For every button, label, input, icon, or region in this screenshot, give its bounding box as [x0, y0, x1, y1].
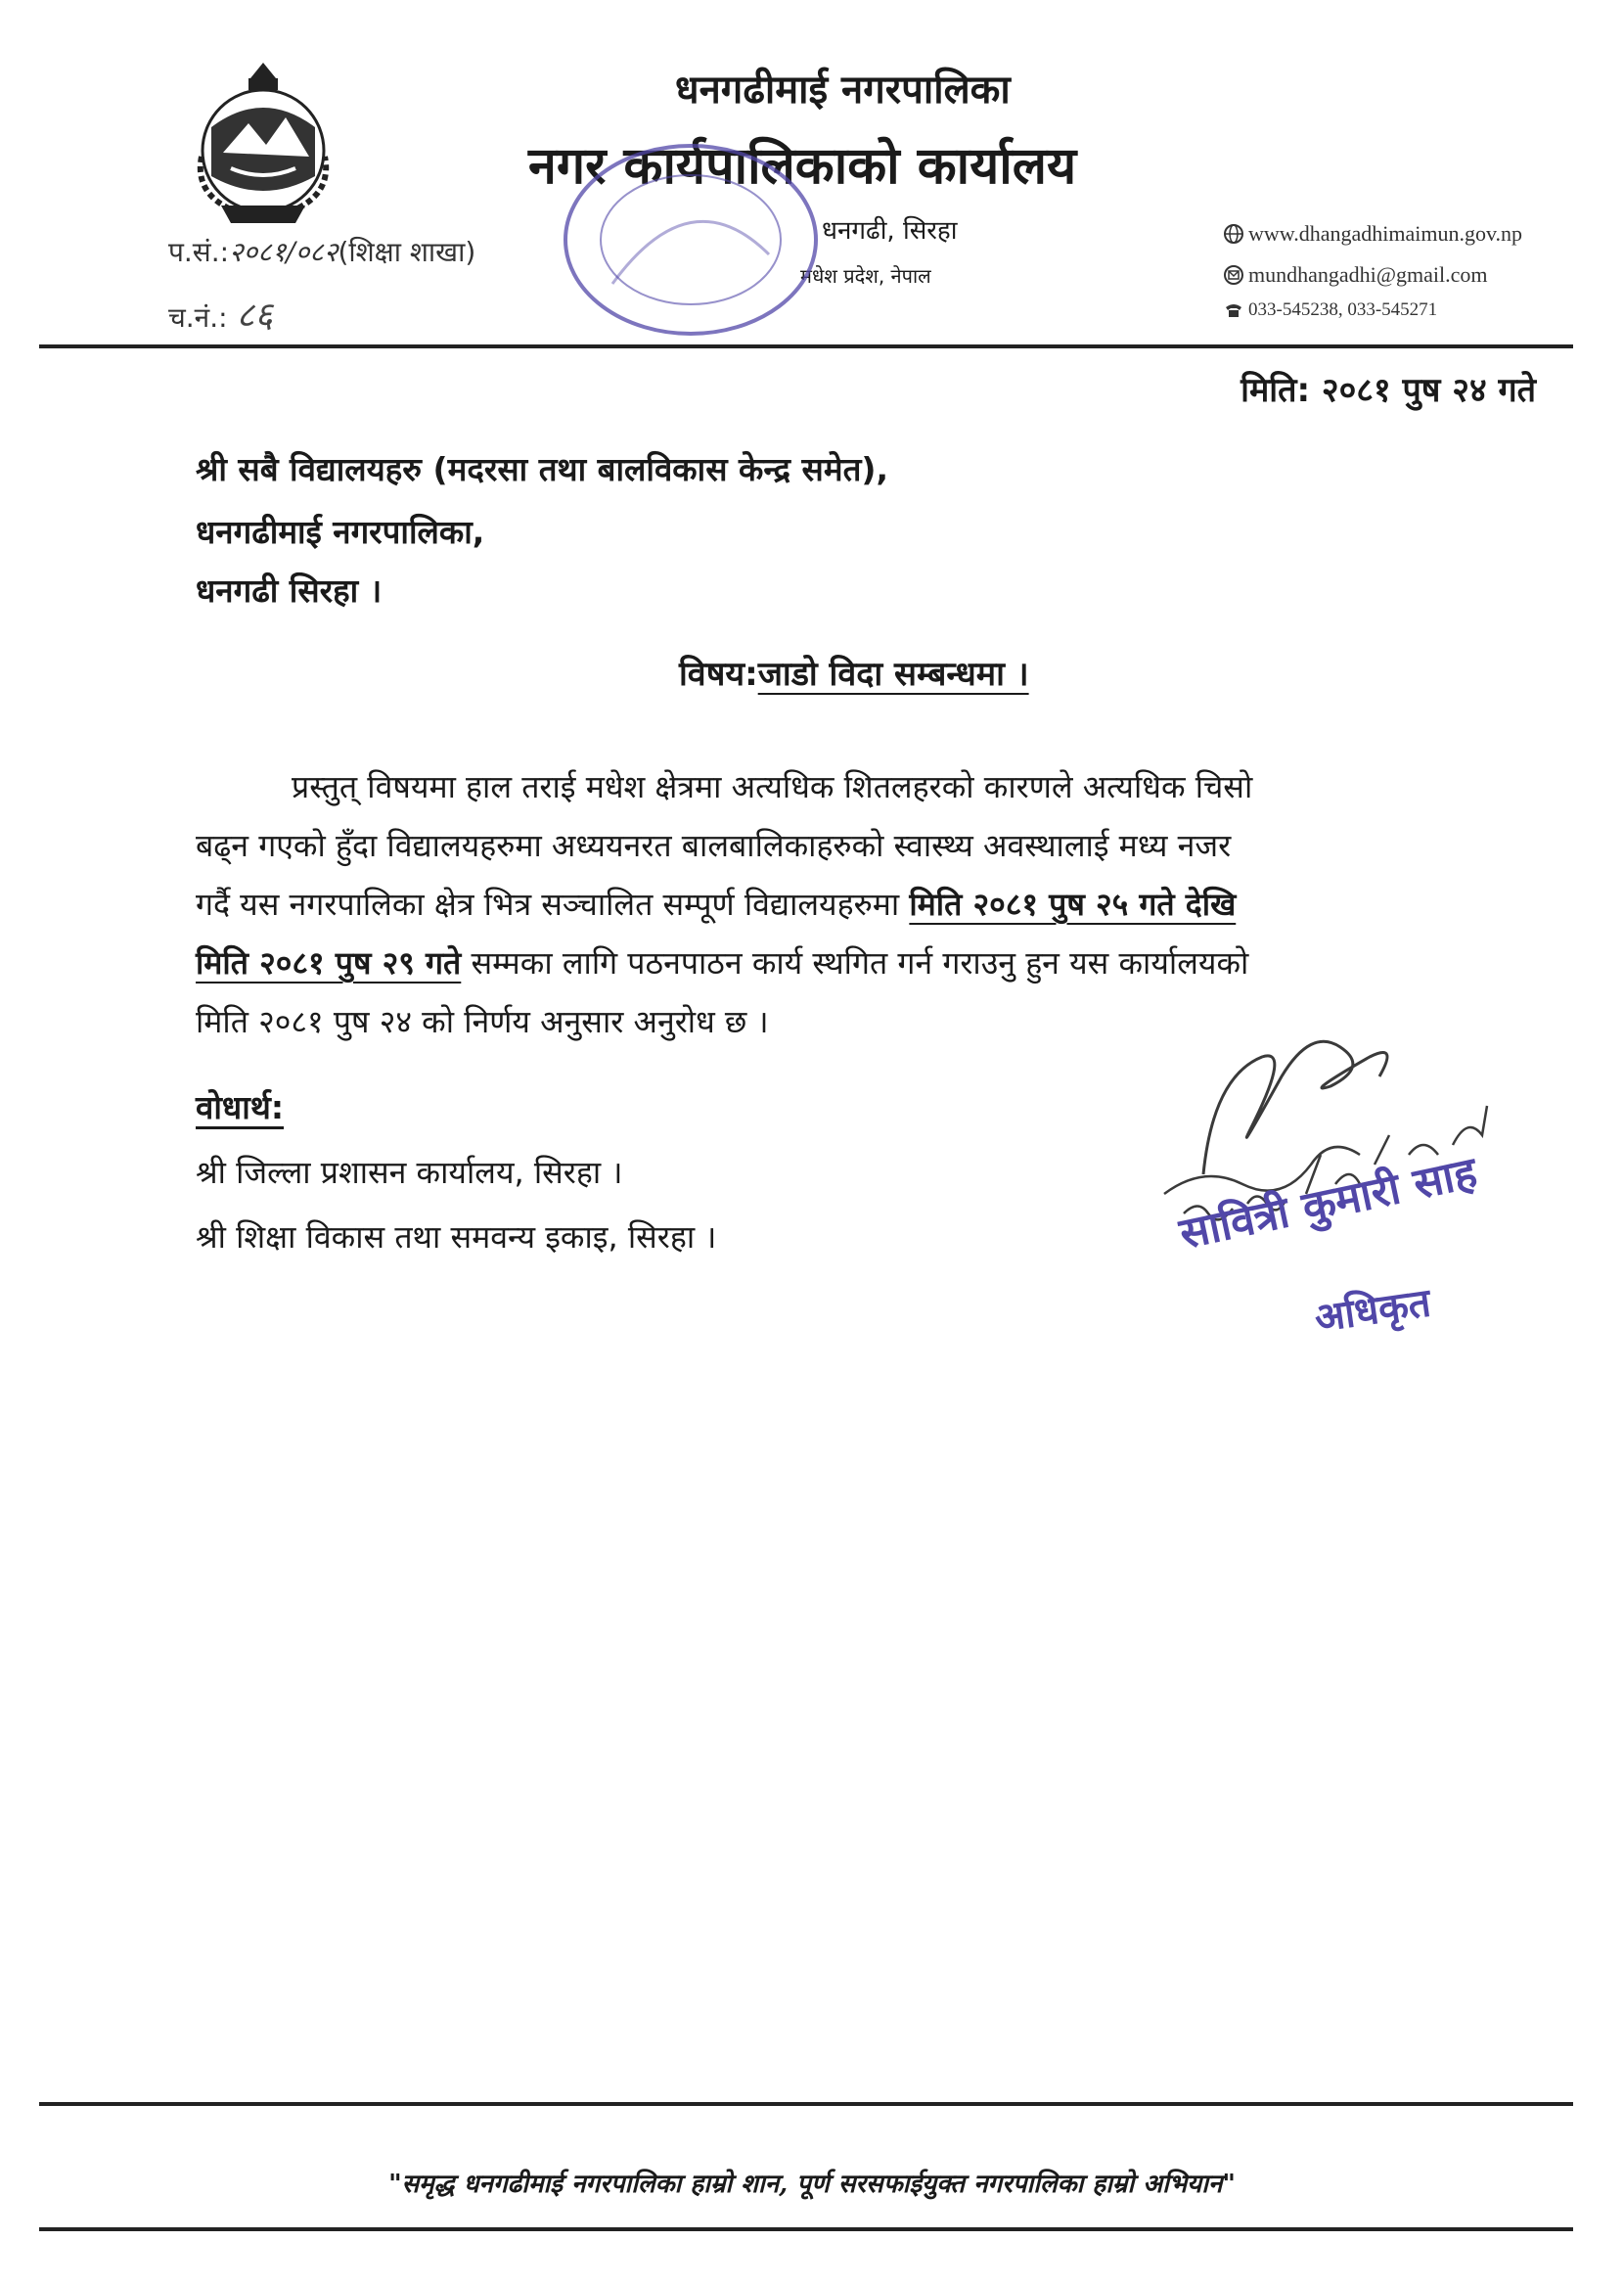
signer-title: अधिकृत: [1311, 1280, 1434, 1342]
phone-text: 033-545238, 033-545271: [1248, 299, 1438, 320]
municipality-name: धनगढीमाई नगरपालिका: [675, 68, 1011, 113]
body-line4-bold: मिति २०८१ पुष २९ गते: [196, 944, 462, 982]
letter-date: मिति: २०८१ पुष २४ गते: [1241, 371, 1536, 410]
mail-icon: [1223, 264, 1244, 286]
header-divider: [39, 344, 1573, 348]
cc-item: श्री जिल्ला प्रशासन कार्यालय, सिरहा ।: [196, 1154, 623, 1191]
body-line3-plain: गर्दै यस नगरपालिका क्षेत्र भित्र सञ्चालित सम्पूर्ण विद्यालयहरुमा: [196, 886, 910, 923]
address-line1: धनगढी, सिरहा: [822, 216, 958, 246]
globe-icon: [1223, 223, 1244, 245]
addressee-line1: श्री सबै विद्यालयहरु (मदरसा तथा बालविकास केन्द्र समेत),: [196, 450, 889, 488]
office-stamp: [554, 137, 828, 343]
addressee-line2: धनगढीमाई नगरपालिका,: [196, 513, 485, 551]
reference-number: [168, 233, 475, 270]
signer-name: सावित्री कुमारी साह: [1175, 1147, 1482, 1259]
ref-value: २०८१/०८२: [229, 236, 338, 268]
nepal-emblem-logo: [172, 59, 354, 231]
cc-item: श्री शिक्षा विकास तथा समवन्य इकाइ, सिरहा ।: [196, 1218, 717, 1256]
body-line3: [196, 883, 1236, 925]
body-line2: बढ्न गएको हुँदा विद्यालयहरुमा अध्ययनरत बालबालिकाहरुको स्वास्थ्य अवस्थालाई मध्य नजर: [196, 827, 1232, 864]
footer-divider-bottom: [39, 2227, 1573, 2231]
email-row: [1223, 262, 1488, 288]
phone-icon: [1223, 299, 1244, 321]
dispatch-value: ८६: [236, 296, 273, 336]
website-row: [1223, 221, 1522, 247]
body-line1: प्रस्तुत् विषयमा हाल तराई मधेश क्षेत्रमा अत्यधिक शितलहरको कारणले अत्यधिक चिसो: [292, 768, 1253, 805]
cc-title: वोधार्थ:: [196, 1088, 285, 1126]
ref-suffix: (शिक्षा शाखा): [338, 236, 476, 268]
subject-text: जाडो विदा सम्बन्धमा ।: [757, 655, 1029, 694]
email-text: mundhangadhi@gmail.com: [1248, 262, 1488, 287]
addressee-line3: धनगढी सिरहा ।: [196, 572, 383, 610]
footer-divider-top: [39, 2102, 1573, 2106]
dispatch-number: [168, 290, 273, 338]
subject-line: [679, 650, 1029, 695]
subject-label: विषय:: [679, 655, 758, 694]
ref-prefix: प.सं.:: [168, 236, 230, 268]
website-text: www.dhangadhimaimun.gov.np: [1248, 221, 1523, 246]
body-line4: [196, 941, 1248, 983]
footer-motto: "समृद्ध धनगढीमाई नगरपालिका हाम्रो शान, पूर्ण सरसफाईयुक्त नगरपालिका हाम्रो अभियान": [388, 2170, 1236, 2199]
body-line4-plain: सम्मका लागि पठनपाठन कार्य स्थगित गर्न गराउनु हुन यस कार्यालयको: [461, 944, 1249, 982]
phone-row: [1223, 299, 1437, 321]
body-line3-bold: मिति २०८१ पुष २५ गते देखि: [909, 886, 1237, 923]
dispatch-prefix: च.नं.:: [168, 301, 228, 334]
office-name: नगर कार्यपालिकाको कार्यालय: [528, 137, 1077, 196]
address-line2: मधेश प्रदेश, नेपाल: [800, 264, 931, 288]
body-line5: मिति २०८१ पुष २४ को निर्णय अनुसार अनुरोध छ ।: [196, 1003, 769, 1040]
